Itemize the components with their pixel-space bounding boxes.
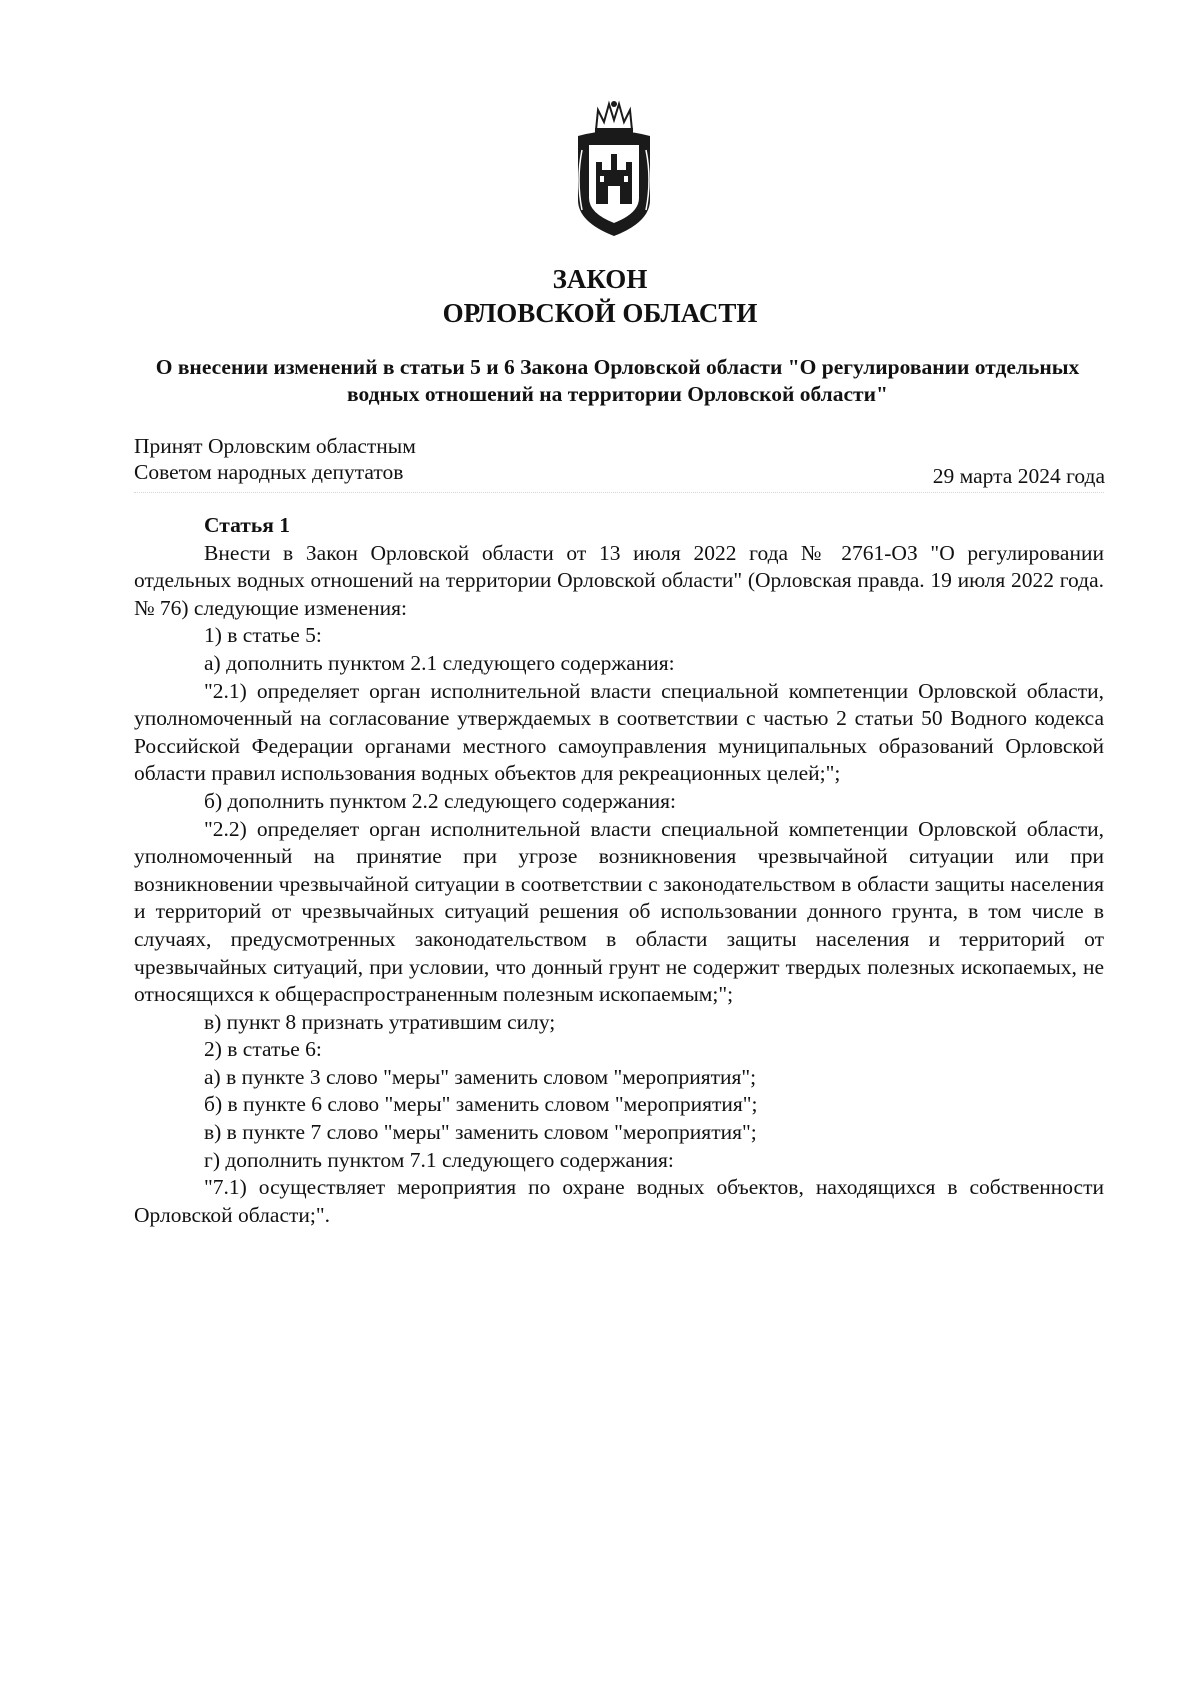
- item-2d-text: "7.1) осуществляет мероприятия по охране водных объектов, находящихся в собственности Орловской области;".: [134, 1175, 1104, 1227]
- separator-line: [134, 492, 1104, 493]
- item-1b: б) дополнить пунктом 2.2 следующего содержания:: [204, 788, 677, 813]
- item-2c: в) в пункте 7 слово "меры" заменить словом "мероприятия";: [204, 1120, 757, 1145]
- item-1c: в) пункт 8 признать утратившим силу;: [204, 1009, 556, 1034]
- item-2: 2) в статье 6:: [204, 1037, 322, 1062]
- article-content: [134, 512, 1104, 1229]
- item-2d: г) дополнить пунктом 7.1 следующего содержания:: [204, 1147, 674, 1172]
- adoption-date: 29 марта 2024 года: [932, 464, 1105, 488]
- coat-of-arms-emblem: [568, 100, 660, 240]
- article-intro: Внести в Закон Орловской области от 13 июля 2022 года № 2761-ОЗ "О регулировании отдельных водных отношений на территории Орловской области" (Орловская правда. 19 июля 2022 года. № 76) следующие изменения:: [134, 540, 1104, 620]
- item-1: 1) в статье 5:: [204, 623, 322, 648]
- law-subtitle: О внесении изменений в статьи 5 и 6 Закона Орловской области "О регулировании отдельных водных отношений на территории Орловской области": [155, 355, 1080, 406]
- adoption-line2: Советом народных депутатов: [134, 460, 404, 484]
- adoption-line1: Принят Орловским областным: [134, 434, 416, 458]
- item-1a: а) дополнить пунктом 2.1 следующего содержания:: [204, 650, 675, 675]
- law-title-line1: ЗАКОН: [552, 264, 648, 294]
- item-2b: б) в пункте 6 слово "меры" заменить словом "мероприятия";: [204, 1092, 758, 1117]
- law-title-line2: ОРЛОВСКОЙ ОБЛАСТИ: [442, 298, 758, 328]
- law-title-block: [0, 262, 1200, 330]
- adoption-statement: [134, 433, 416, 485]
- item-2a: а) в пункте 3 слово "меры" заменить словом "мероприятия";: [204, 1064, 757, 1089]
- article-heading: Статья 1: [204, 513, 290, 537]
- item-1b-text: "2.2) определяет орган исполнительной власти специальной компетенции Орловской области, уполномоченный на принятие при угрозе возникновения чрезвычайной ситуации или при возникновении чрезвычайной ситуации в соответствии с законодательством в области защиты населения и территорий от чрезвычайных ситуаций решения об использовании донного грунта, в том числе в случаях, предусмотренных законодательством в области защиты населения и территорий от чрезвычайных ситуаций, при условии, что донный грунт не содержит твердых полезных ископаемых, не относящихся к общераспространенным полезным ископаемым;";: [134, 816, 1104, 1007]
- item-1a-text: "2.1) определяет орган исполнительной власти специальной компетенции Орловской области, уполномоченный на согласование утверждаемых в соответствии с частью 2 статьи 50 Водного кодекса Российской Федерации органами местного самоуправления муниципальных образований Орловской области правил использования водных объектов для рекреационных целей;";: [134, 678, 1104, 786]
